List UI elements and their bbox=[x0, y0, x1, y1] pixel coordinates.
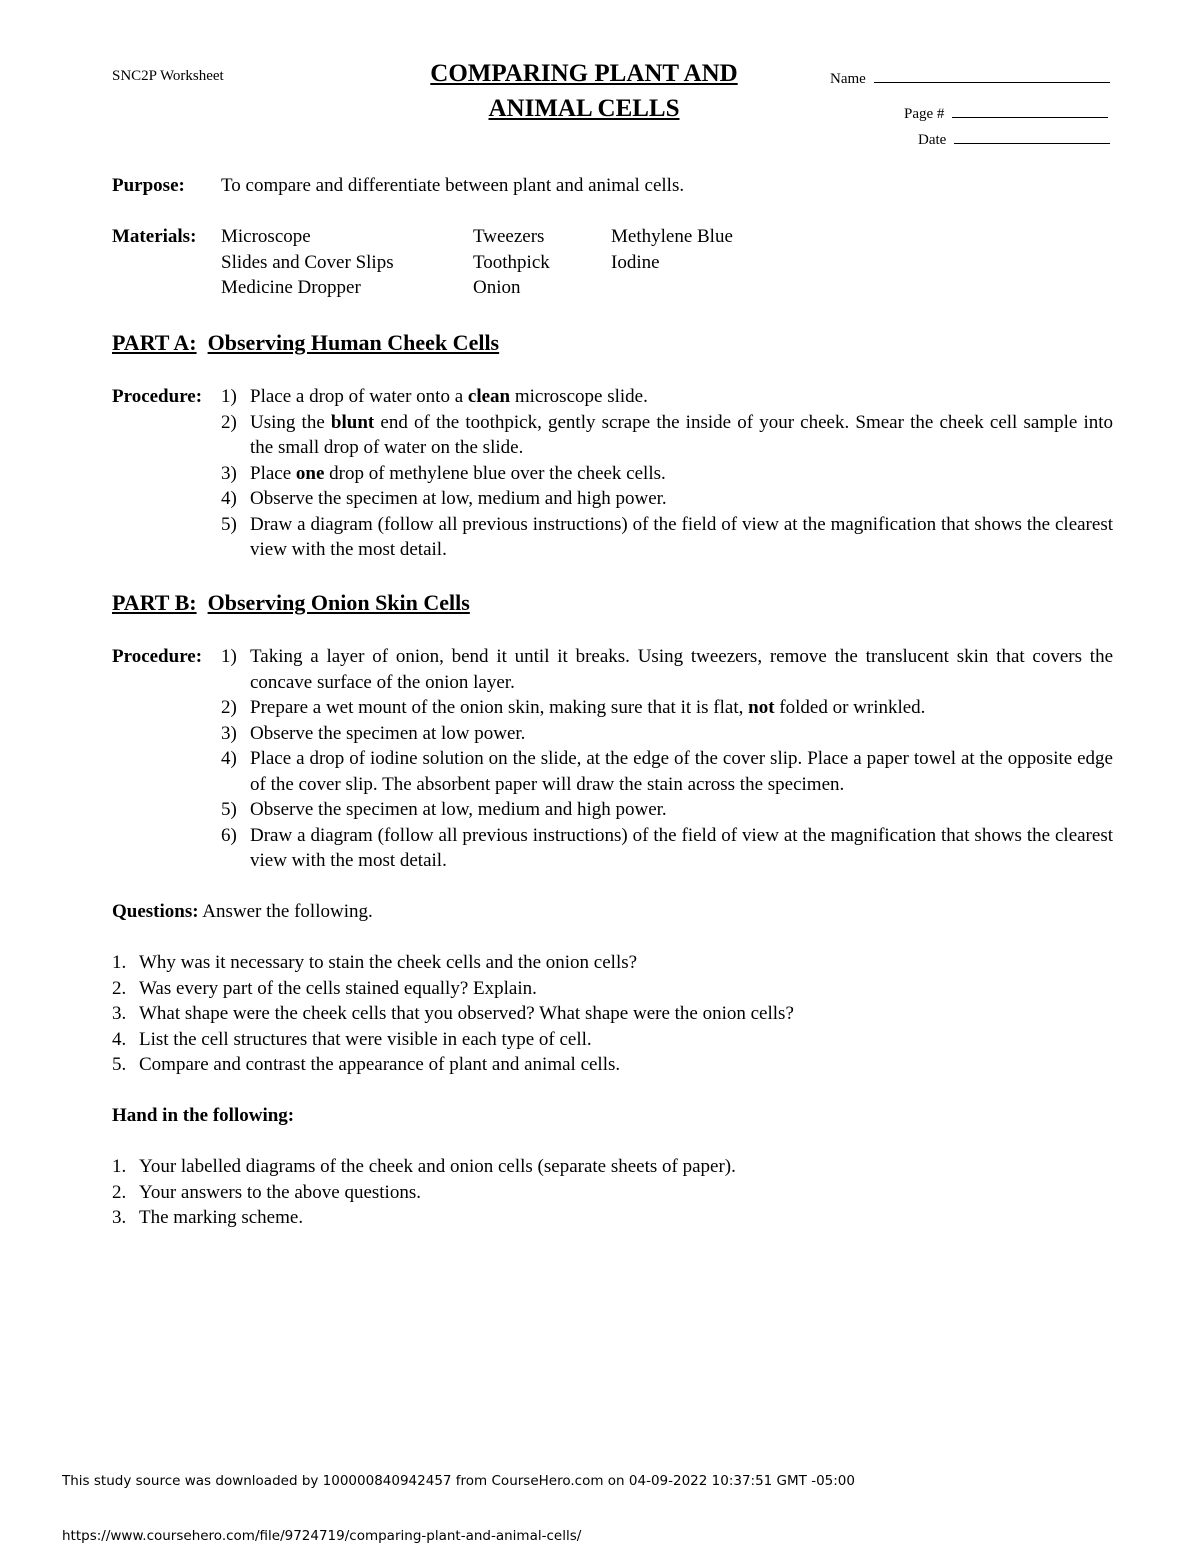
materials-table bbox=[221, 224, 733, 301]
list-item-number: 2. bbox=[112, 977, 127, 999]
part-a-label: PART A: bbox=[112, 330, 197, 355]
list-item bbox=[112, 1180, 1112, 1206]
hand-in-heading: Hand in the following: bbox=[112, 1105, 295, 1126]
procedure-step bbox=[221, 746, 1113, 797]
step-text-part: end of the toothpick, gently scrape the inside of your cheek. Smear the cheek cell sample into the small drop of water on the slide. bbox=[250, 411, 1114, 458]
page-title bbox=[374, 56, 794, 126]
part-a-heading bbox=[112, 330, 499, 356]
material-item: Tweezers bbox=[473, 226, 545, 247]
questions-label: Questions: bbox=[112, 901, 199, 922]
step-text bbox=[250, 512, 1113, 563]
list-item-text: List the cell structures that were visible in each type of cell. bbox=[139, 1028, 592, 1050]
procedure-step bbox=[221, 823, 1113, 874]
procedure-step bbox=[221, 644, 1113, 695]
part-a-title: Observing Human Cheek Cells bbox=[207, 330, 500, 355]
step-text-part: Prepare a wet mount of the onion skin, making sure that it is flat, bbox=[250, 697, 749, 718]
questions-intro: Answer the following. bbox=[202, 901, 373, 922]
part-a-procedure-label: Procedure: bbox=[112, 386, 203, 407]
list-item-text: What shape were the cheek cells that you observed? What shape were the onion cells? bbox=[139, 1003, 794, 1024]
page-number-label: Page # bbox=[904, 106, 945, 122]
step-text-part: Draw a diagram (follow all previous instructions) of the field of view at the magnification that shows the clearest view with the most detail. bbox=[250, 824, 1113, 871]
list-item bbox=[112, 950, 1112, 976]
part-b-label: PART B: bbox=[112, 590, 197, 615]
step-number: 1) bbox=[221, 386, 237, 407]
step-text bbox=[250, 461, 1113, 487]
step-text-part: Place bbox=[250, 462, 296, 484]
list-item-number: 2. bbox=[112, 1181, 127, 1203]
material-item: Microscope bbox=[221, 226, 311, 247]
procedure-step bbox=[221, 695, 1113, 721]
step-number: 2) bbox=[221, 697, 237, 718]
material-item: Slides and Cover Slips bbox=[221, 251, 394, 273]
step-text bbox=[250, 486, 1113, 512]
procedure-step bbox=[221, 512, 1113, 563]
hand-in-list bbox=[112, 1154, 1112, 1231]
purpose-text: To compare and differentiate between plant and animal cells. bbox=[221, 175, 685, 196]
step-text bbox=[250, 695, 1113, 721]
step-emphasis: one bbox=[295, 462, 325, 484]
date-line[interactable] bbox=[954, 129, 1110, 144]
procedure-step bbox=[221, 410, 1113, 461]
material-item: Methylene Blue bbox=[611, 226, 733, 247]
course-code: SNC2P Worksheet bbox=[112, 68, 224, 84]
step-text-part: Observe the specimen at low, medium and high power. bbox=[250, 488, 667, 509]
list-item-text: Why was it necessary to stain the cheek cells and the onion cells? bbox=[139, 952, 638, 973]
title-line-1: COMPARING PLANT AND bbox=[430, 60, 738, 87]
step-text-part: drop of methylene blue over the cheek cells. bbox=[324, 462, 666, 484]
step-number: 1) bbox=[221, 646, 237, 667]
source-url-link[interactable]: https://www.coursehero.com/file/9724719/comparing-plant-and-animal-cells/ bbox=[62, 1528, 582, 1544]
purpose-label: Purpose: bbox=[112, 175, 185, 196]
step-number: 3) bbox=[221, 462, 237, 484]
questions-heading bbox=[112, 899, 373, 925]
procedure-step bbox=[221, 486, 1113, 512]
step-text-part: Observe the specimen at low, medium and high power. bbox=[250, 799, 667, 820]
step-text bbox=[250, 384, 1113, 410]
step-text bbox=[250, 721, 1113, 747]
step-emphasis: clean bbox=[467, 386, 511, 407]
step-text-part: Using the bbox=[250, 411, 331, 433]
step-text bbox=[250, 823, 1113, 874]
step-text bbox=[250, 797, 1113, 823]
step-number: 4) bbox=[221, 748, 237, 769]
step-number: 5) bbox=[221, 799, 237, 820]
part-b-heading bbox=[112, 590, 470, 616]
page-number-field[interactable] bbox=[904, 103, 1108, 123]
material-item: Iodine bbox=[611, 251, 660, 273]
list-item-text: Your answers to the above questions. bbox=[139, 1181, 421, 1203]
procedure-step bbox=[221, 721, 1113, 747]
download-notice: This study source was downloaded by 100000840942457 from CourseHero.com on 04-09-2022 10:37:51 GMT -05:00 bbox=[62, 1473, 855, 1489]
material-item: Toothpick bbox=[473, 251, 550, 273]
procedure-step bbox=[221, 461, 1113, 487]
step-text bbox=[250, 644, 1113, 695]
list-item bbox=[112, 1154, 1112, 1180]
material-item: Onion bbox=[473, 277, 521, 298]
list-item-number: 4. bbox=[112, 1028, 127, 1050]
list-item bbox=[112, 1027, 1112, 1053]
step-emphasis: not bbox=[748, 697, 775, 718]
date-field[interactable] bbox=[918, 129, 1110, 149]
step-text bbox=[250, 410, 1113, 461]
list-item-text: Compare and contrast the appearance of plant and animal cells. bbox=[139, 1054, 621, 1075]
list-item bbox=[112, 976, 1112, 1002]
step-text-part: folded or wrinkled. bbox=[774, 697, 926, 718]
part-b-title: Observing Onion Skin Cells bbox=[207, 590, 470, 615]
list-item-text: Was every part of the cells stained equally? Explain. bbox=[139, 977, 537, 999]
page-number-line[interactable] bbox=[952, 103, 1108, 118]
list-item bbox=[112, 1052, 1112, 1078]
step-text-part: Observe the specimen at low power. bbox=[250, 722, 526, 744]
step-text-part: Taking a layer of onion, bend it until it breaks. Using tweezers, remove the translucent skin that covers the concave surface of the onion layer. bbox=[250, 646, 1113, 693]
list-item-number: 3. bbox=[112, 1207, 127, 1228]
part-b-procedure-label: Procedure: bbox=[112, 646, 203, 667]
date-label: Date bbox=[918, 132, 947, 148]
name-field[interactable] bbox=[830, 68, 1110, 88]
step-text-part: Place a drop of iodine solution on the slide, at the edge of the cover slip. Place a paper towel at the opposite edge of the cover slip. The absorbent paper will draw the stain across the specimen. bbox=[250, 748, 1113, 795]
list-item-number: 1. bbox=[112, 1156, 127, 1177]
step-number: 3) bbox=[221, 722, 237, 744]
step-number: 6) bbox=[221, 824, 237, 846]
procedure-step bbox=[221, 797, 1113, 823]
step-number: 4) bbox=[221, 488, 237, 509]
list-item bbox=[112, 1001, 1112, 1027]
step-emphasis: blunt bbox=[330, 411, 375, 433]
materials-label: Materials: bbox=[112, 226, 197, 247]
title-line-2: ANIMAL CELLS bbox=[488, 95, 680, 122]
name-line[interactable] bbox=[874, 68, 1110, 83]
step-text-part: Place a drop of water onto a bbox=[250, 386, 468, 407]
name-label: Name bbox=[830, 71, 866, 87]
procedure-step bbox=[221, 384, 1113, 410]
list-item-number: 1. bbox=[112, 952, 127, 973]
step-text bbox=[250, 746, 1113, 797]
step-text-part: microscope slide. bbox=[510, 386, 648, 407]
material-item: Medicine Dropper bbox=[221, 277, 361, 298]
step-number: 2) bbox=[221, 411, 237, 433]
questions-list bbox=[112, 950, 1112, 1078]
part-b-procedure-list bbox=[221, 644, 1113, 874]
step-text-part: Draw a diagram (follow all previous instructions) of the field of view at the magnification that shows the clearest view with the most detail. bbox=[250, 513, 1113, 560]
part-a-procedure-list bbox=[221, 384, 1113, 563]
step-number: 5) bbox=[221, 513, 237, 535]
list-item-text: The marking scheme. bbox=[139, 1207, 304, 1228]
list-item-number: 5. bbox=[112, 1054, 127, 1075]
list-item-text: Your labelled diagrams of the cheek and onion cells (separate sheets of paper). bbox=[139, 1156, 736, 1177]
list-item bbox=[112, 1205, 1112, 1231]
list-item-number: 3. bbox=[112, 1003, 127, 1024]
